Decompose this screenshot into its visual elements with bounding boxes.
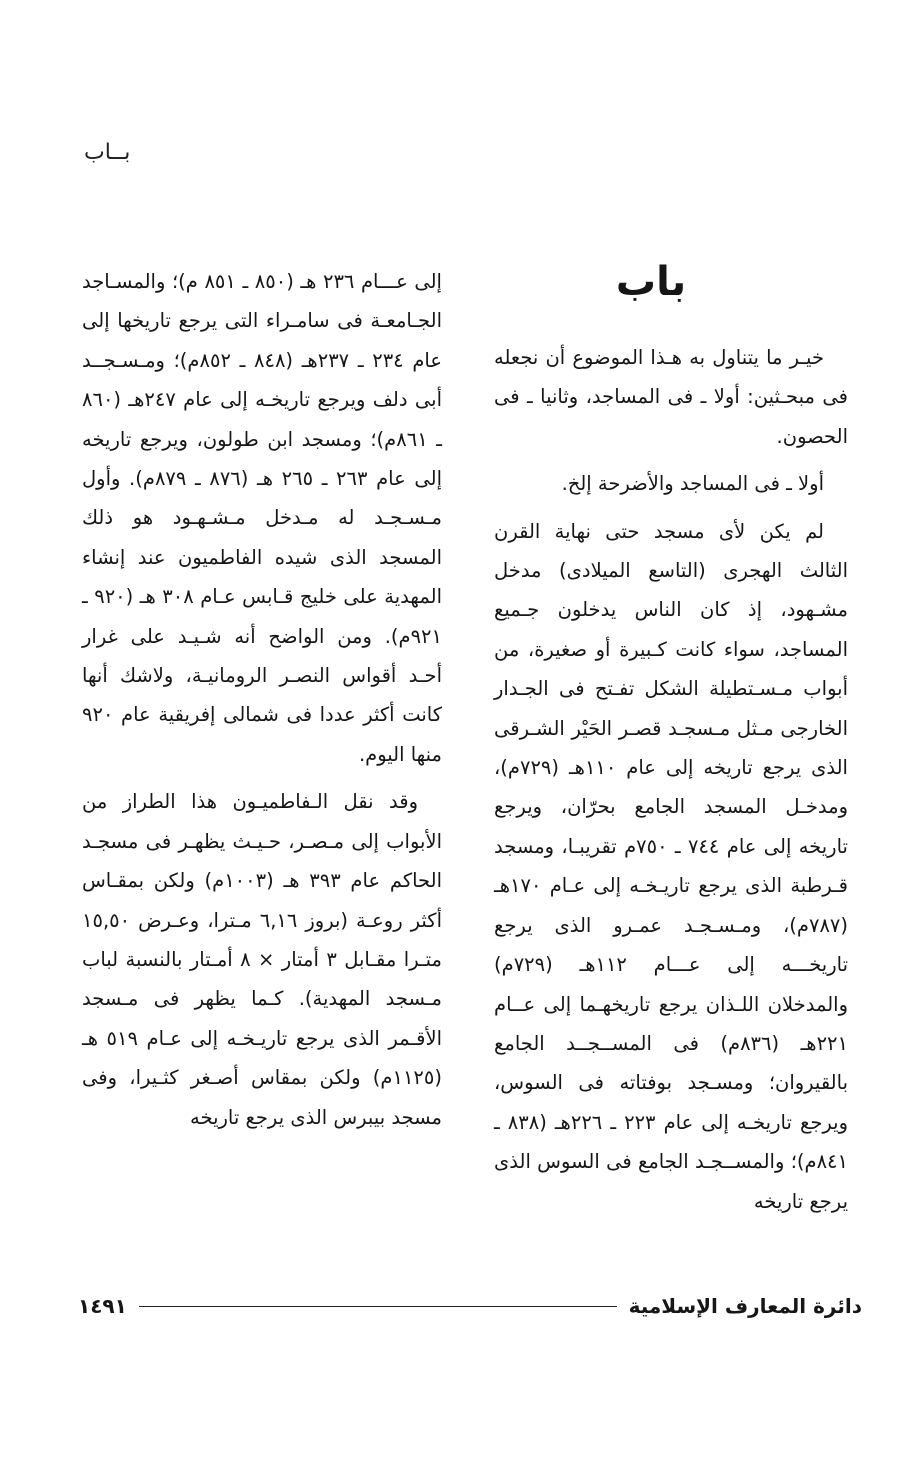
right-column [494, 259, 848, 1221]
page-footer [78, 1288, 862, 1324]
intro-paragraph: خيـر ما يتناول به هـذا الموضوع أن نجعله فى مبحـثين: أولا ـ فى المساجد، وثانيا ـ فى الحصون. [494, 346, 848, 448]
footer-rule [139, 1306, 617, 1307]
article-title: باب [615, 259, 687, 305]
section-subheading: أولا ـ فى المساجد والأضرحة إلخ. [561, 472, 824, 496]
body-paragraph: إلى عـــام ٢٣٦ هـ (٨٥٠ ـ ٨٥١ م)؛ والمسـاجد الجـامعـة فى سامـراء التى يرجع تاريخها إلى عام ٢٣٤ ـ ٢٣٧هـ (٨٤٨ ـ ٨٥٢م)؛ ومـسـجــد أبى دلف ويرجع تاريخـه إلى عام ٢٤٧هـ (٨٦٠ ـ ٨٦١م)؛ ومسجد ابن طولون، ويرجع تاريخه إلى عام ٢٦٣ ـ ٢٦٥ هـ (٨٧٦ ـ ٨٧٩م). وأول مـسـجـد له مـدخل مـشـهـود هو ذلك المسجد الذى شيده الفاطميون عند إنشاء المهدية على خليج قـابس عـام ٣٠٨ هـ (٩٢٠ ـ ٩٢١م). ومن الواضح أنه شـيـد على غرار أحـد أقواس النصـر الرومانيـة، ولاشك أنها كانت أكثر عددا فى شمالى إفريقية عام ٩٢٠ منها اليوم. [82, 270, 442, 766]
page-number: ١٤٩١ [78, 1294, 127, 1318]
publication-title: دائرة المعارف الإسلامية [628, 1294, 862, 1318]
running-head: بــاب [84, 140, 131, 165]
body-paragraph: لم يكن لأى مسجد حتى نهاية القرن الثالث الهجرى (التاسع الميلادى) مدخل مشـهود، إذ كان الناس يدخلون جـميع المساجد، سواء كانت كـبيرة أو صغيرة، من أبواب مـسـتطيلة الشكل تفـتح فى الجـدار الخارجى مـثل مـسجـد قصـر الحَيْر الشـرقى الذى يرجع تاريخه إلى عام ١١٠هـ (٧٢٩م)، ومدخـل المسجد الجامع بحرّان، ويرجع تاريخه إلى عام ٧٤٤ ـ ٧٥٠م تقريبـا، ومسجد قـرطبة الذى يرجع تاريـخـه إلى عـام ١٧٠هـ (٧٨٧م)، ومـسـجـد عمـرو الذى يرجع تاريخـــه إلى عـــام ١١٢هـ (٧٢٩م) والمدخلان اللـذان يرجع تاريخهـما إلى عــام ٢٢١هـ (٨٣٦م) فى المســجــد الجامع بالقيروان؛ ومسـجد بوفتاته فى السوس، ويرجع تاريخـه إلى عام ٢٢٣ ـ ٢٢٦هـ (٨٣٨ ـ ٨٤١م)؛ والمســجـد الجامع فى السوس الذى يرجع تاريخه [494, 519, 848, 1213]
body-paragraph: وقد نقل الـفاطميـون هذا الطراز من الأبواب إلى مـصـر، حـيـث يظهـر فى مسجـد الحاكم عام ٣٩٣ هـ (١٠٠٣م) ولكن بمقـاس أكثر روعـة (بروز ٦,١٦ مـترا، وعـرض ١٥,٥٠ متـرا مقـابل ٣ أمتار × ٨ أمـتار بالنسبة لباب مـسجد المهدية). كـما يظهر فى مـسجد الأقـمر الذى يرجع تاريـخـه إلى عـام ٥١٩ هـ (١١٢٥م) ولكن بمقاس أصـغر كثـيرا، وفى مسجد بيبرس الذى يرجع تاريخه [82, 790, 443, 1129]
left-column [82, 262, 442, 1137]
